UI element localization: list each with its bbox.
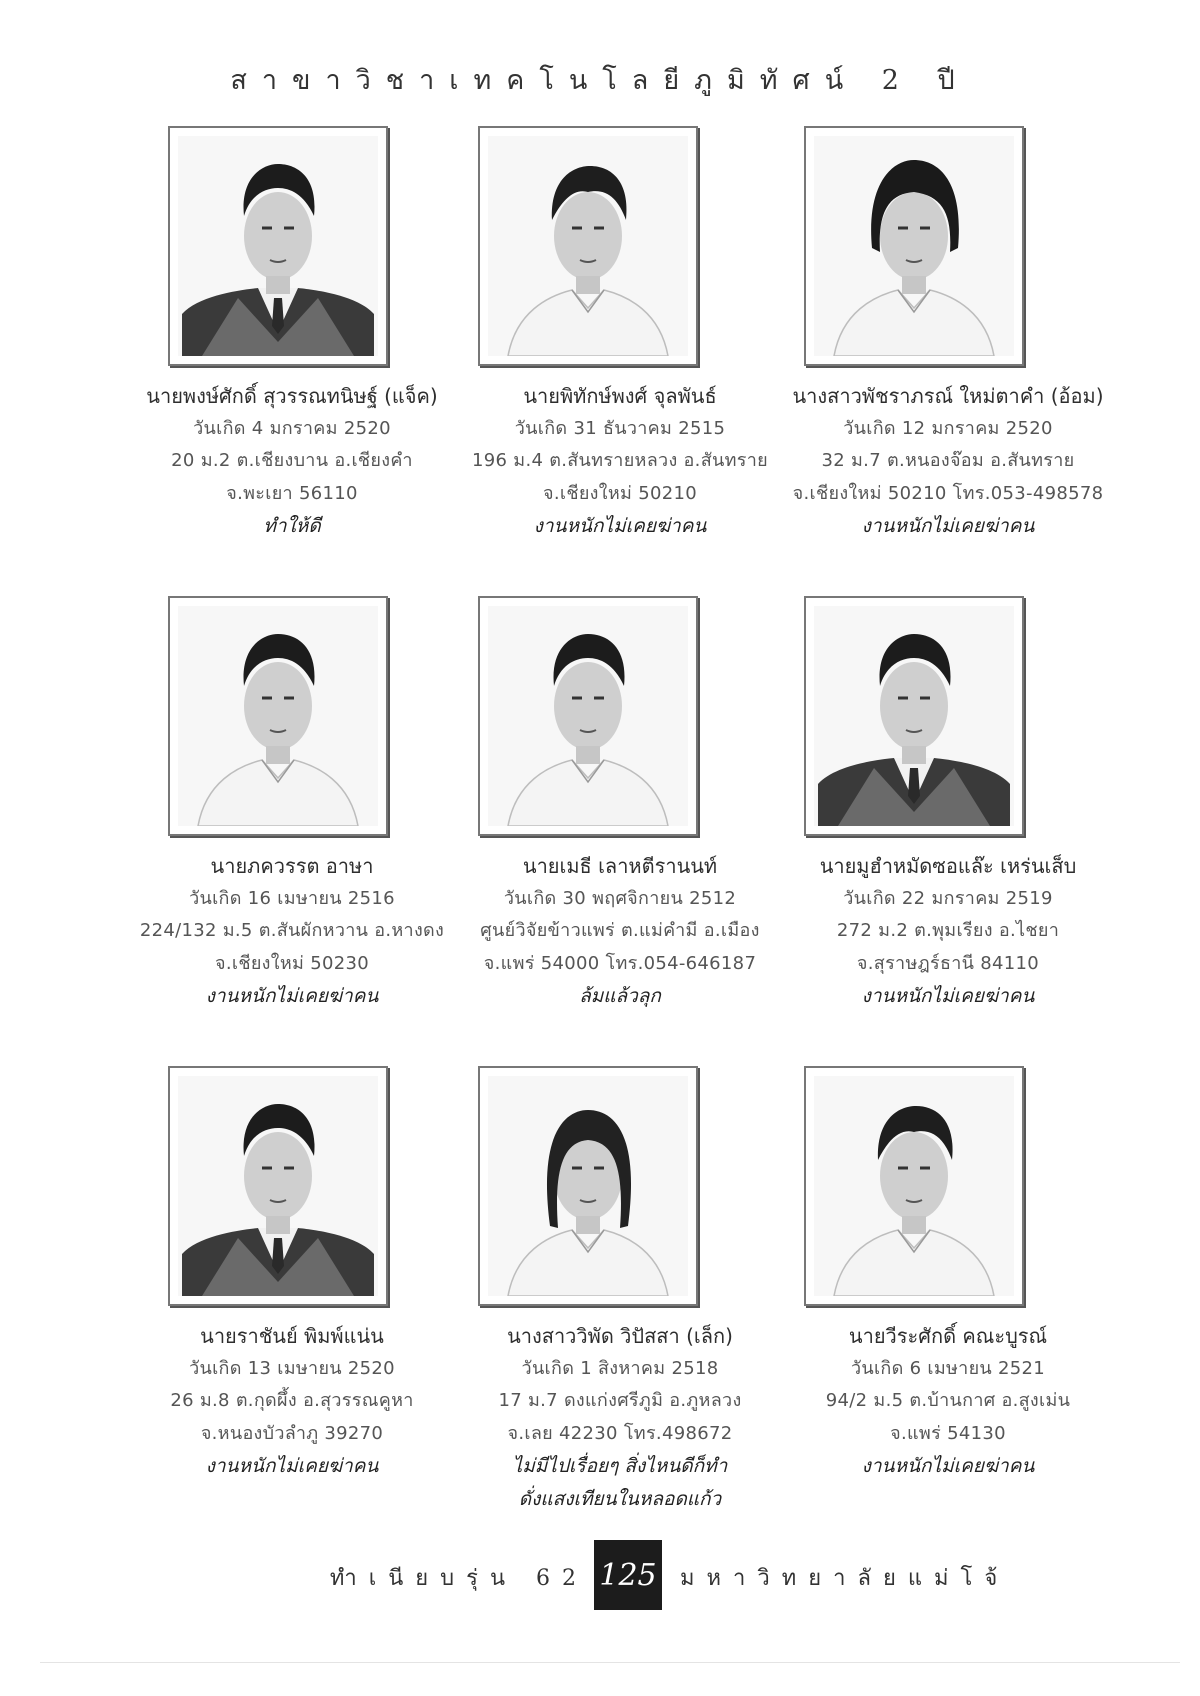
page-number: 125 <box>594 1540 662 1610</box>
student-card <box>456 122 784 592</box>
portrait-photo <box>488 606 688 826</box>
student-motto: ดั่งแสงเทียนในหลอดแก้ว <box>518 1487 722 1510</box>
portrait-frame <box>804 596 1024 836</box>
student-info <box>744 380 1152 543</box>
birth-date: วันเกิด 6 เมษายน 2521 <box>850 1357 1046 1379</box>
address-line-1: ศูนย์วิจัยข้าวแพร่ ต.แม่คำมี อ.เมือง <box>480 920 760 941</box>
portrait-photo <box>488 1076 688 1296</box>
student-name: นายภควรรต อาษา <box>210 854 374 878</box>
student-grid <box>128 122 1112 1542</box>
portrait-frame <box>478 1066 698 1306</box>
student-motto: งานหนักไม่เคยฆ่าคน <box>205 985 379 1007</box>
portrait-photo <box>178 1076 378 1296</box>
portrait-photo <box>178 606 378 826</box>
address-line-2: จ.สุราษฎร์ธานี 84110 <box>856 952 1040 974</box>
section-title: สาขาวิชาเทคโนโลยีภูมิทัศน์ 2 ปี <box>230 65 970 96</box>
address-line-1: 26 ม.8 ต.กุดผึ้ง อ.สุวรรณคูหา <box>170 1390 414 1411</box>
student-card <box>456 1062 784 1542</box>
student-motto: ล้มแล้วลุก <box>579 985 661 1007</box>
student-name: นายมูฮำหมัดซอแล๊ะ เหร่นเส็บ <box>819 854 1077 878</box>
birth-date: วันเกิด 13 เมษายน 2520 <box>189 1357 395 1379</box>
portrait-frame <box>168 1066 388 1306</box>
address-line-2: จ.แพร่ 54130 <box>890 1422 1006 1444</box>
address-line-2: จ.เชียงใหม่ 50210 โทร.053-498578 <box>792 482 1104 504</box>
student-card <box>456 592 784 1062</box>
address-line-2: จ.เชียงใหม่ 50230 <box>215 952 369 974</box>
address-line-1: 17 ม.7 ดงแก่งศรีภูมิ อ.ภูหลวง <box>498 1390 742 1411</box>
portrait-frame <box>168 126 388 366</box>
address-line-2: จ.หนองบัวลำภู 39270 <box>200 1422 384 1444</box>
student-card <box>128 1062 456 1542</box>
portrait-photo <box>814 606 1014 826</box>
address-line-1: 32 ม.7 ต.หนองจ๊อม อ.สันทราย <box>821 450 1075 471</box>
student-name: นายพงษ์ศักดิ์ สุวรรณทนิษฐ์ (แจ็ค) <box>146 384 438 408</box>
portrait-frame <box>478 596 698 836</box>
address-line-1: 196 ม.4 ต.สันทรายหลวง อ.สันทราย <box>472 450 768 471</box>
student-motto: งานหนักไม่เคยฆ่าคน <box>205 1455 379 1477</box>
address-line-1: 224/132 ม.5 ต.สันผักหวาน อ.หางดง <box>139 920 445 941</box>
portrait-frame <box>478 126 698 366</box>
birth-date: วันเกิด 31 ธันวาคม 2515 <box>514 417 726 439</box>
footer-university: มหาวิทยาลัยแม่โจ้ <box>680 1566 1010 1591</box>
birth-date: วันเกิด 12 มกราคม 2520 <box>843 417 1053 439</box>
student-card <box>784 122 1112 592</box>
portrait-frame <box>804 1066 1024 1306</box>
portrait-photo <box>178 136 378 356</box>
birth-date: วันเกิด 1 สิงหาคม 2518 <box>521 1357 719 1379</box>
student-name: นายพิทักษ์พงศ์ จุลพันธ์ <box>523 384 717 408</box>
portrait-photo <box>814 136 1014 356</box>
address-line-2: จ.แพร่ 54000 โทร.054-646187 <box>483 952 757 974</box>
address-line-1: 20 ม.2 ต.เชียงบาน อ.เชียงคำ <box>171 450 413 471</box>
birth-date: วันเกิด 30 พฤศจิกายน 2512 <box>503 887 737 909</box>
student-name: นางสาวพัชราภรณ์ ใหม่ตาคำ (อ้อม) <box>792 384 1104 408</box>
student-card <box>784 1062 1112 1542</box>
student-name: นายวีระศักดิ์ คณะบูรณ์ <box>848 1324 1048 1348</box>
footer-class-label: ทำเนียบรุ่น 62 <box>329 1566 588 1591</box>
student-motto: งานหนักไม่เคยฆ่าคน <box>861 985 1035 1007</box>
page-footer <box>0 1540 1200 1612</box>
student-motto: ทำให้ดี <box>263 515 321 537</box>
student-info <box>744 1320 1152 1483</box>
birth-date: วันเกิด 4 มกราคม 2520 <box>193 417 391 439</box>
birth-date: วันเกิด 22 มกราคม 2519 <box>843 887 1053 909</box>
birth-date: วันเกิด 16 เมษายน 2516 <box>189 887 395 909</box>
student-card <box>128 122 456 592</box>
address-line-2: จ.เชียงใหม่ 50210 <box>543 482 697 504</box>
student-name: นายเมธี เลาหตีรานนท์ <box>522 854 718 878</box>
address-line-1: 272 ม.2 ต.พุมเรียง อ.ไชยา <box>836 920 1060 941</box>
student-card <box>784 592 1112 1062</box>
student-motto: งานหนักไม่เคยฆ่าคน <box>861 515 1035 537</box>
bottom-rule <box>40 1662 1180 1663</box>
address-line-2: จ.เลย 42230 โทร.498672 <box>507 1422 733 1444</box>
student-info <box>744 850 1152 1013</box>
student-motto: งานหนักไม่เคยฆ่าคน <box>533 515 707 537</box>
student-name: นางสาววิพัด วิปัสสา (เล็ก) <box>507 1324 733 1348</box>
address-line-1: 94/2 ม.5 ต.บ้านกาศ อ.สูงเม่น <box>825 1390 1071 1411</box>
student-card <box>128 592 456 1062</box>
student-motto: งานหนักไม่เคยฆ่าคน <box>861 1455 1035 1477</box>
student-name: นายราชันย์ พิมพ์แน่น <box>200 1324 384 1348</box>
address-line-2: จ.พะเยา 56110 <box>226 482 358 504</box>
portrait-frame <box>804 126 1024 366</box>
portrait-frame <box>168 596 388 836</box>
portrait-photo <box>814 1076 1014 1296</box>
student-motto: ไม่มีไปเรื่อยๆ สิ่งไหนดีก็ทำ <box>512 1455 728 1477</box>
portrait-photo <box>488 136 688 356</box>
